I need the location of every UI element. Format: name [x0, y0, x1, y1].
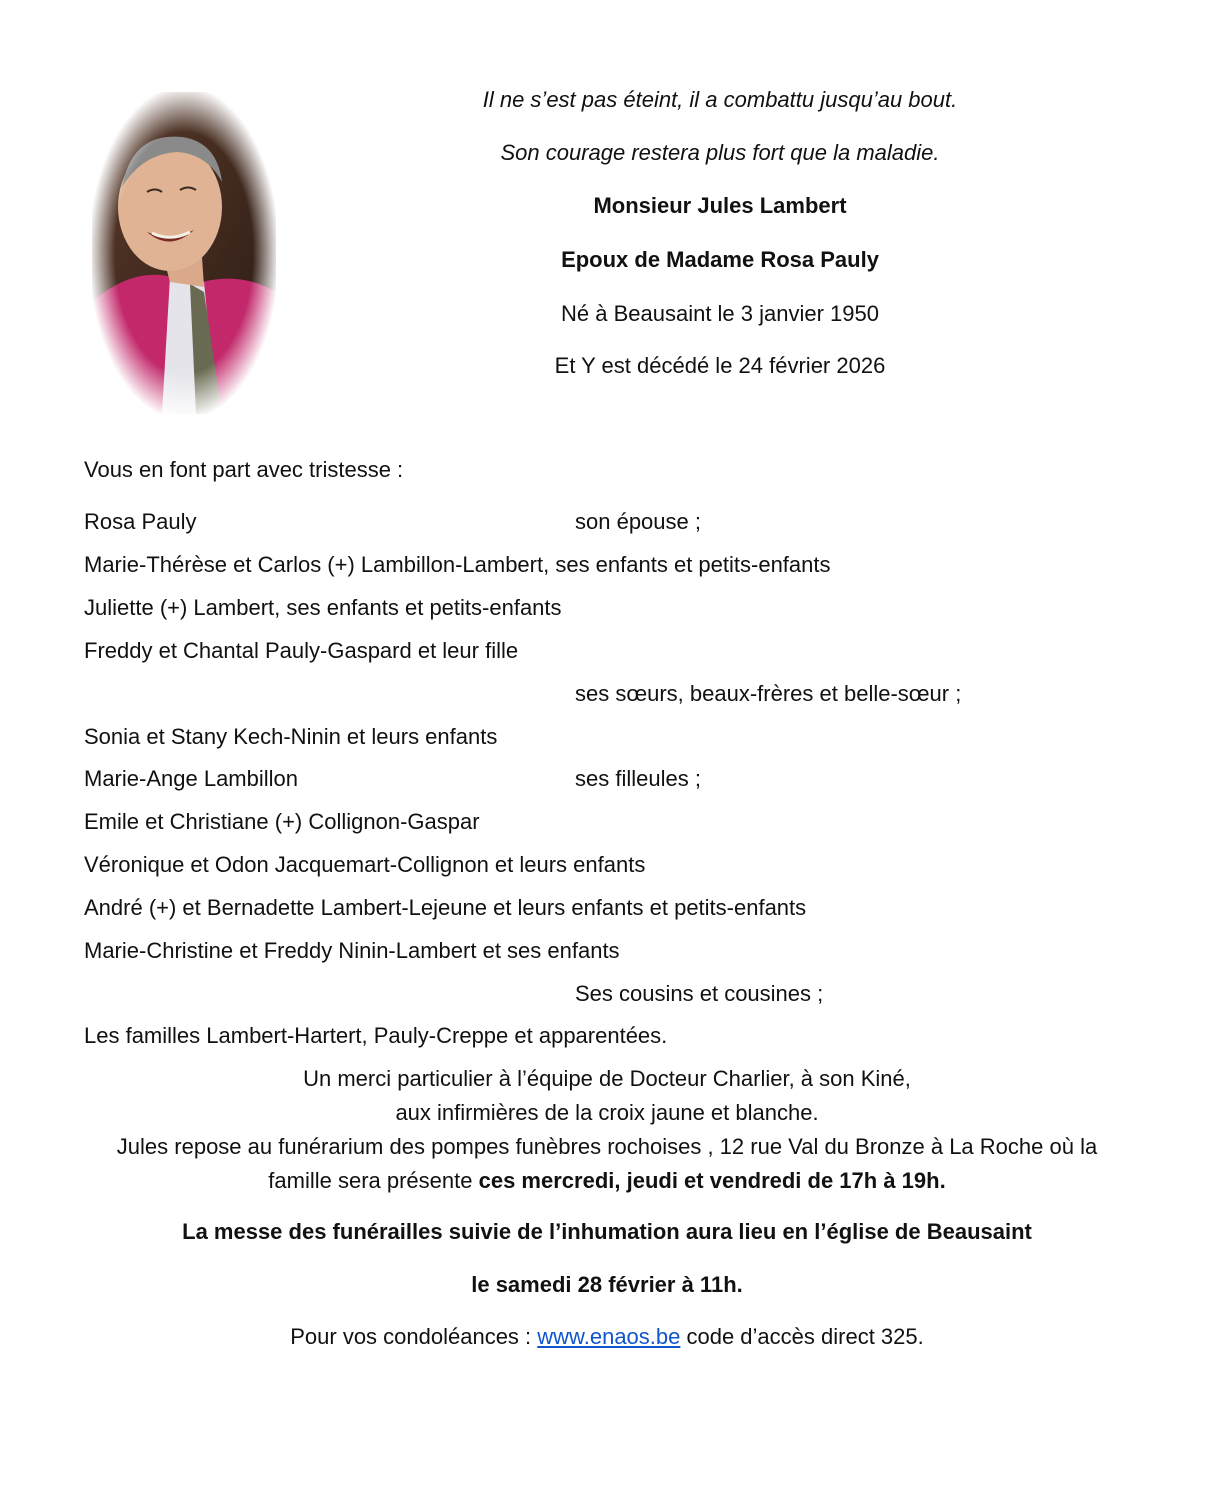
- family-marie-christine: Marie-Christine et Freddy Ninin-Lambert et ses enfants: [84, 938, 620, 963]
- family-marie-therese: Marie-Thérèse et Carlos (+) Lambillon-Lambert, ses enfants et petits-enfants: [84, 552, 831, 577]
- condolences-prefix: Pour vos condoléances :: [290, 1324, 538, 1349]
- role-filleules: ses filleules ;: [575, 766, 701, 791]
- family-others: Les familles Lambert-Hartert, Pauly-Creppe et apparentées.: [84, 1023, 668, 1048]
- quote-line-2: Son courage restera plus fort que la maladie.: [500, 140, 940, 165]
- thanks-line-2: aux infirmières de la croix jaune et blanche.: [395, 1100, 819, 1125]
- thanks-line-1: Un merci particulier à l’équipe de Docteur Charlier, à son Kiné,: [303, 1066, 911, 1091]
- role-spouse: son épouse ;: [575, 509, 701, 534]
- mass-line-2: le samedi 28 février à 11h.: [471, 1272, 743, 1297]
- visiting-hours: ces mercredi, jeudi et vendredi de 17h à 19h.: [478, 1168, 946, 1193]
- family-marie-ange: Marie-Ange Lambillon: [84, 766, 298, 791]
- family-freddy-chantal: Freddy et Chantal Pauly-Gaspard et leur fille: [84, 638, 519, 663]
- deceased-name: Monsieur Jules Lambert: [593, 193, 847, 218]
- birth-line: Né à Beausaint le 3 janvier 1950: [561, 301, 879, 326]
- visiting-text: famille sera présente: [268, 1168, 479, 1193]
- death-line: Et Y est décédé le 24 février 2026: [554, 353, 886, 378]
- quote-line-1: Il ne s’est pas éteint, il a combattu jusqu’au bout.: [482, 87, 958, 112]
- condolences-suffix: code d’accès direct 325.: [680, 1324, 924, 1349]
- visiting-line: [40, 1164, 1174, 1198]
- intro-text: Vous en font part avec tristesse :: [84, 457, 404, 482]
- portrait-image: [92, 92, 276, 414]
- spouse-line: Epoux de Madame Rosa Pauly: [561, 247, 879, 272]
- condolences-link[interactable]: www.enaos.be: [537, 1324, 681, 1349]
- role-cousins: Ses cousins et cousines ;: [575, 981, 824, 1006]
- family-emile: Emile et Christiane (+) Collignon-Gaspar: [84, 809, 480, 834]
- family-andre: André (+) et Bernadette Lambert-Lejeune et leurs enfants et petits-enfants: [84, 895, 807, 920]
- family-sonia: Sonia et Stany Kech-Ninin et leurs enfants: [84, 724, 498, 749]
- funerarium-line: Jules repose au funérarium des pompes funèbres rochoises , 12 rue Val du Bronze à La Roche où la: [116, 1134, 1098, 1159]
- family-rosa: Rosa Pauly: [84, 509, 197, 534]
- family-veronique: Véronique et Odon Jacquemart-Collignon et leurs enfants: [84, 852, 646, 877]
- condolences-line: [40, 1320, 1174, 1354]
- mass-line-1: La messe des funérailles suivie de l’inhumation aura lieu en l’église de Beausaint: [182, 1219, 1032, 1244]
- role-siblings: ses sœurs, beaux-frères et belle-sœur ;: [575, 681, 962, 706]
- portrait-photo: [92, 92, 276, 414]
- family-juliette: Juliette (+) Lambert, ses enfants et petits-enfants: [84, 595, 562, 620]
